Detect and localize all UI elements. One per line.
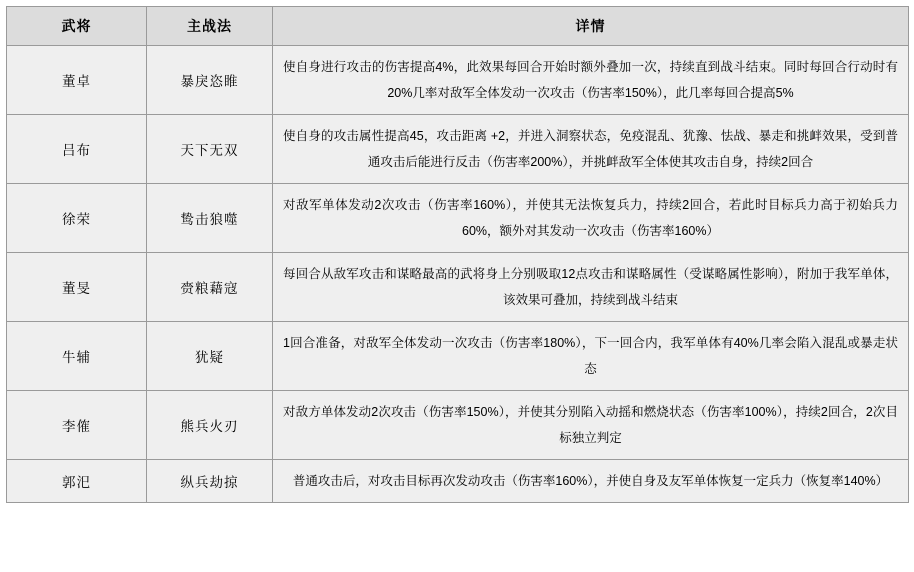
cell-general: 董旻 [7, 253, 147, 322]
cell-detail: 普通攻击后，对攻击目标再次发动攻击（伤害率160%），并使自身及友军单体恢复一定兵力（恢复率140%） [273, 460, 909, 503]
cell-general: 郭汜 [7, 460, 147, 503]
cell-general: 董卓 [7, 46, 147, 115]
table-row [7, 253, 909, 322]
cell-skill: 天下无双 [147, 115, 273, 184]
general-skill-table [6, 6, 909, 503]
cell-skill: 赍粮藉寇 [147, 253, 273, 322]
table-body [7, 46, 909, 503]
cell-general: 李傕 [7, 391, 147, 460]
cell-skill: 鸷击狼噬 [147, 184, 273, 253]
table-row [7, 115, 909, 184]
table-header [7, 7, 909, 46]
column-header-general: 武将 [7, 7, 147, 46]
cell-detail: 对敌军单体发动2次攻击（伤害率160%），并使其无法恢复兵力，持续2回合，若此时目标兵力高于初始兵力60%，额外对其发动一次攻击（伤害率160%） [273, 184, 909, 253]
column-header-detail: 详情 [273, 7, 909, 46]
cell-general: 牛辅 [7, 322, 147, 391]
table-row [7, 460, 909, 503]
cell-detail: 使自身的攻击属性提高45，攻击距离 +2，并进入洞察状态，免疫混乱、犹豫、怯战、暴走和挑衅效果，受到普通攻击后能进行反击（伤害率200%），并挑衅敌军全体使其攻击自身，持续2回合 [273, 115, 909, 184]
cell-skill: 纵兵劫掠 [147, 460, 273, 503]
table-header-row [7, 7, 909, 46]
cell-detail: 1回合准备，对敌军全体发动一次攻击（伤害率180%），下一回合内，我军单体有40%几率会陷入混乱或暴走状态 [273, 322, 909, 391]
table-row [7, 391, 909, 460]
cell-detail: 每回合从敌军攻击和谋略最高的武将身上分别吸取12点攻击和谋略属性（受谋略属性影响），附加于我军单体，该效果可叠加，持续到战斗结束 [273, 253, 909, 322]
cell-detail: 使自身进行攻击的伤害提高4%，此效果每回合开始时额外叠加一次，持续直到战斗结束。同时每回合行动时有20%几率对敌军全体发动一次攻击（伤害率150%），此几率每回合提高5% [273, 46, 909, 115]
cell-skill: 熊兵火刃 [147, 391, 273, 460]
cell-skill: 犹疑 [147, 322, 273, 391]
cell-general: 徐荣 [7, 184, 147, 253]
column-header-skill: 主战法 [147, 7, 273, 46]
table-row [7, 46, 909, 115]
table-row [7, 322, 909, 391]
table-row [7, 184, 909, 253]
cell-general: 吕布 [7, 115, 147, 184]
cell-detail: 对敌方单体发动2次攻击（伤害率150%），并使其分别陷入动摇和燃烧状态（伤害率100%），持续2回合，2次目标独立判定 [273, 391, 909, 460]
cell-skill: 暴戾恣睢 [147, 46, 273, 115]
